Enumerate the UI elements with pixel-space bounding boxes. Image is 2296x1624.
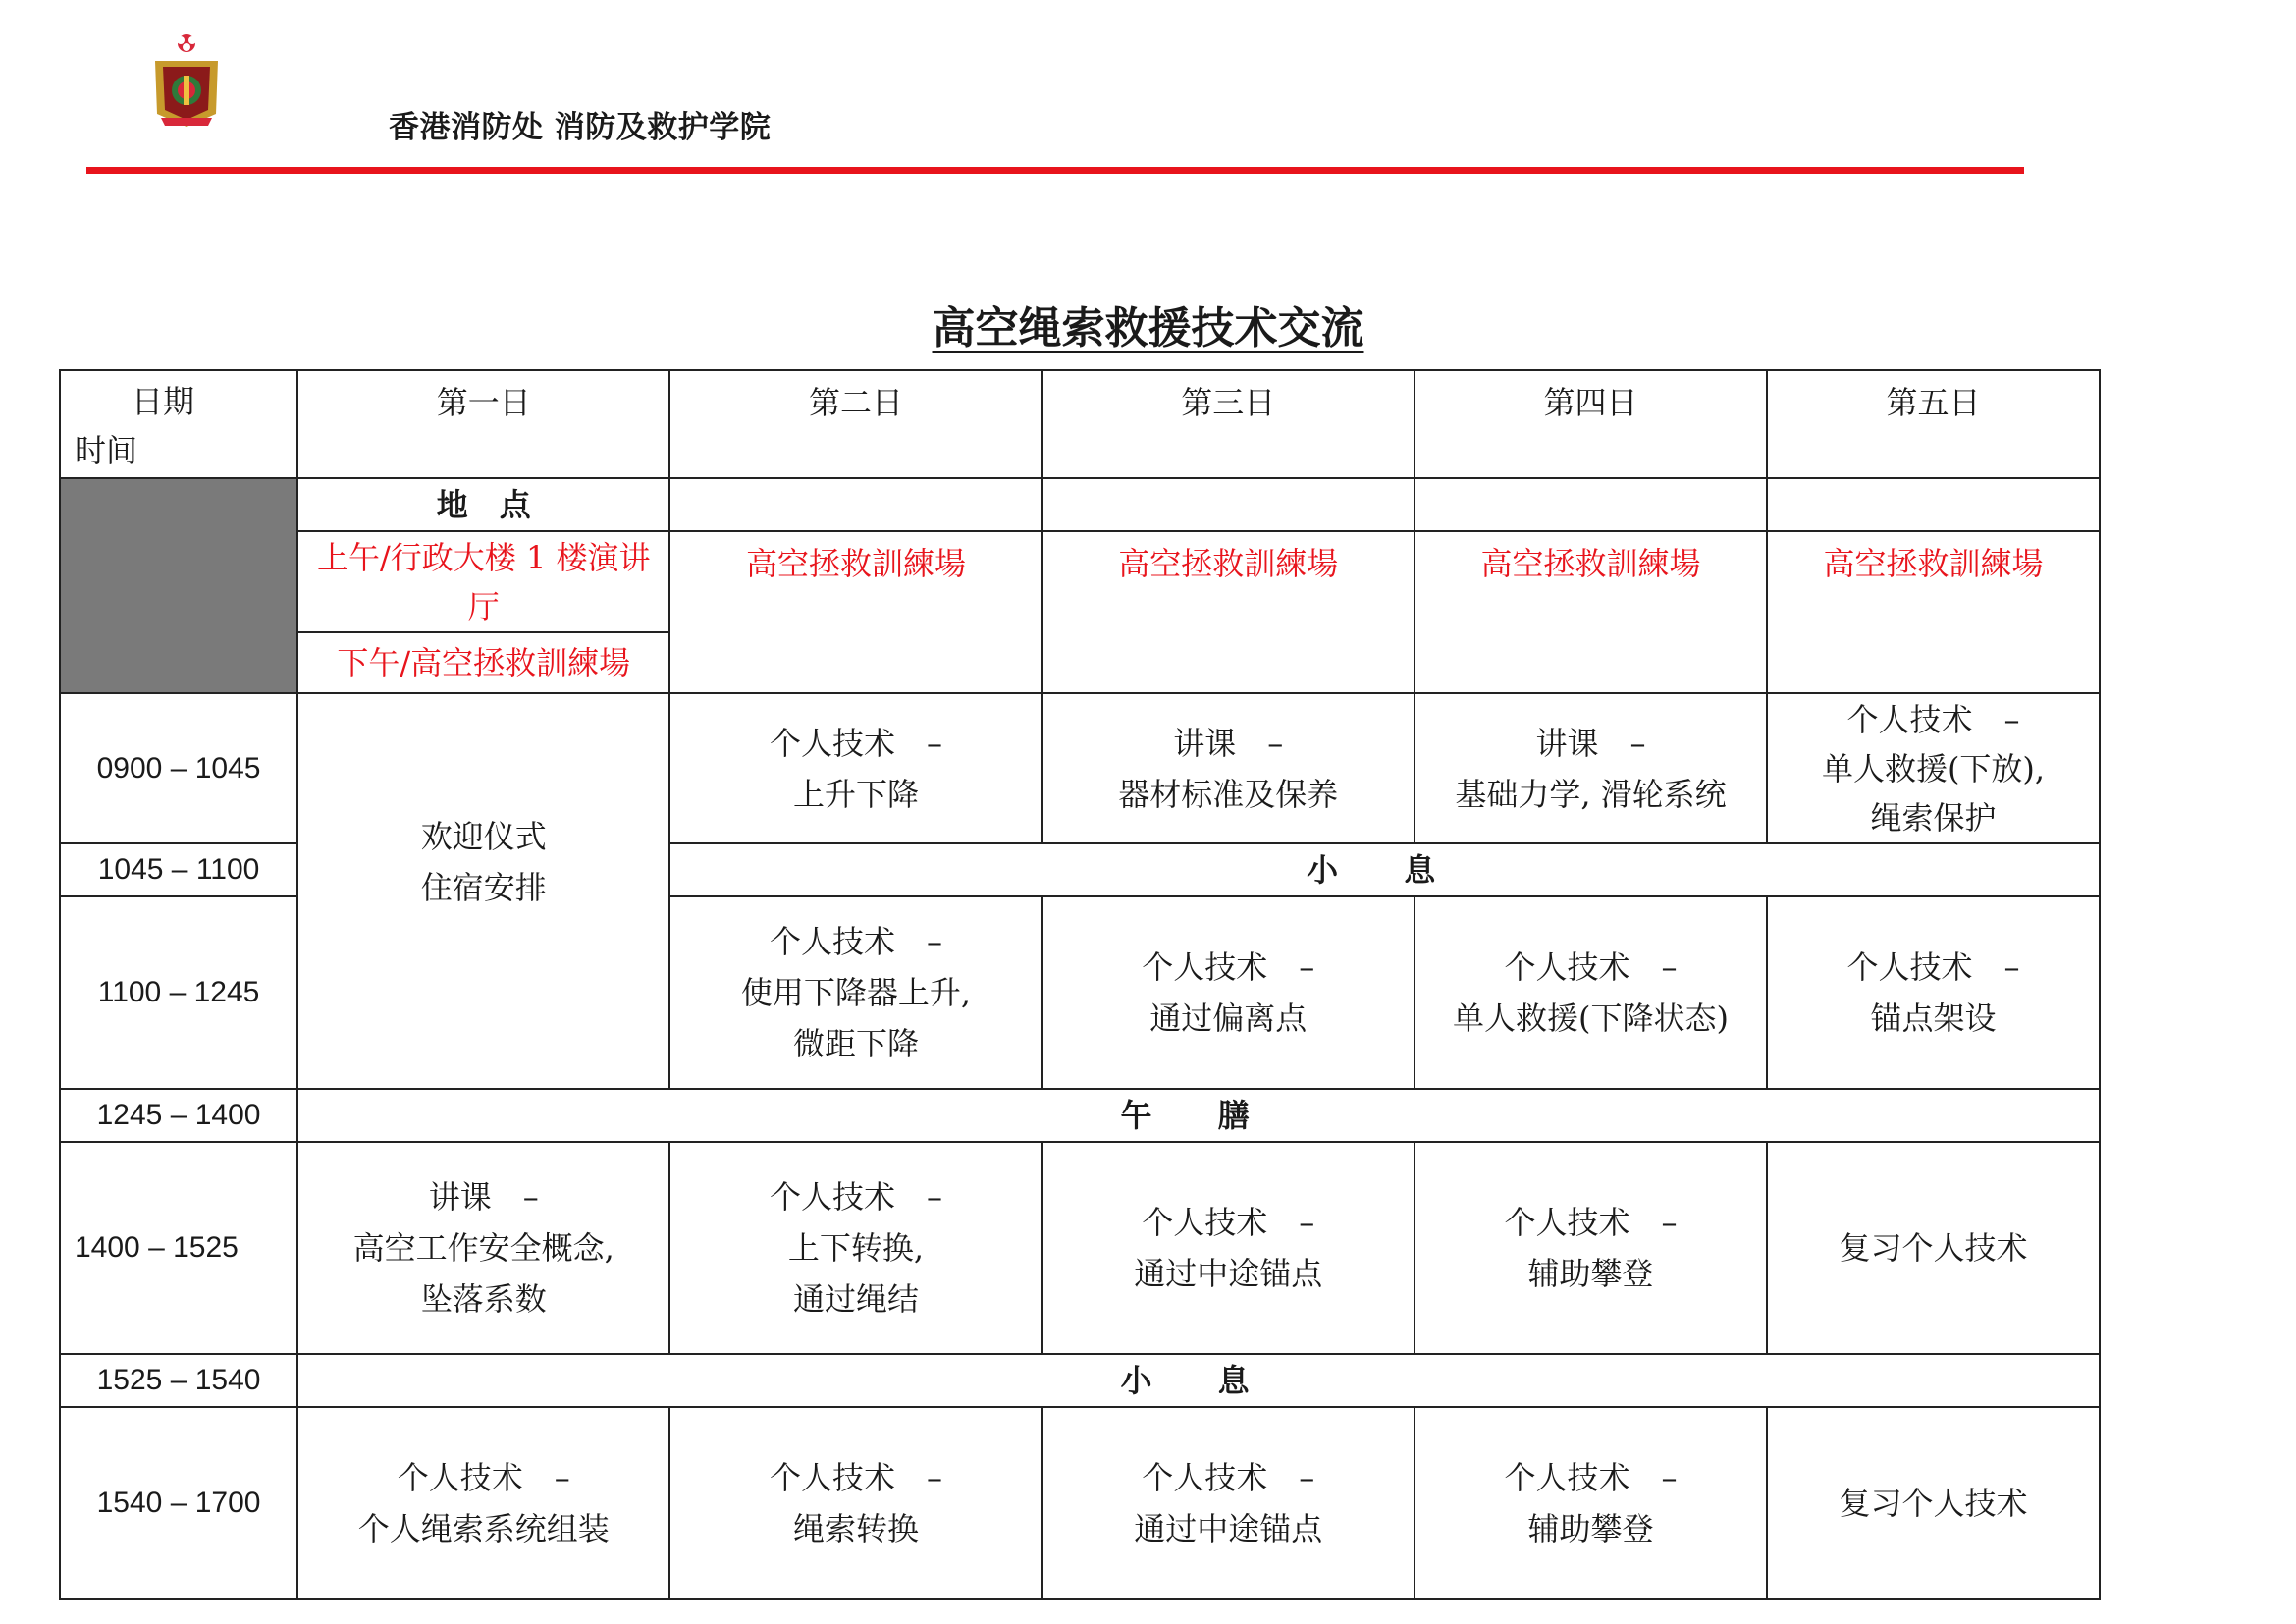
session-line: 微距下降 — [793, 1025, 920, 1062]
header-divider — [86, 167, 2024, 174]
day-header: 第一日 — [297, 370, 669, 478]
session-line: 使用下降器上升, — [740, 974, 972, 1011]
table-row — [60, 693, 2100, 843]
session-line: 坠落系数 — [420, 1280, 547, 1318]
time-slot: 1045 – 1100 — [60, 843, 297, 896]
corner-cell — [60, 370, 297, 478]
session-line: 通过中途锚点 — [1134, 1255, 1323, 1292]
session-line: 基础力学, 滑轮系统 — [1455, 775, 1727, 813]
session-line: 通过偏离点 — [1149, 1000, 1308, 1037]
location-gray-cell — [60, 478, 297, 693]
session-line: 复习个人技术 — [1839, 1229, 2028, 1267]
session-line: 个人技术 – — [770, 1459, 943, 1496]
session-cell — [669, 1407, 1041, 1599]
location-label-row — [60, 478, 2100, 531]
time-slot: 1100 – 1245 — [60, 896, 297, 1089]
location-row — [60, 531, 2100, 632]
session-cell — [669, 1142, 1041, 1354]
session-line: 个人技术 – — [1504, 948, 1678, 986]
session-cell — [669, 693, 1041, 843]
table-row — [60, 1142, 2100, 1354]
session-cell — [1415, 1407, 1767, 1599]
session-line: 上下转换, — [787, 1229, 925, 1267]
session-line: 上升下降 — [793, 775, 920, 813]
session-cell — [297, 1142, 669, 1354]
day-header: 第三日 — [1042, 370, 1415, 478]
session-cell — [1415, 693, 1767, 843]
session-line: 单人救援(下降状态) — [1453, 1000, 1729, 1037]
session-cell — [1415, 896, 1767, 1089]
session-line: 绳索转换 — [793, 1510, 920, 1547]
session-line: 辅助攀登 — [1527, 1255, 1654, 1292]
empty-cell — [1415, 478, 1767, 531]
empty-cell — [1767, 478, 2100, 531]
session-line: 个人绳索系统组装 — [357, 1510, 610, 1547]
day-header: 第五日 — [1767, 370, 2100, 478]
session-line: 个人技术 – — [1142, 1459, 1315, 1496]
session-line: 辅助攀登 — [1527, 1510, 1654, 1547]
location-day1-am: 上午/行政大楼 1 楼演讲厅 — [297, 531, 669, 632]
location-day2: 高空拯救訓練場 — [669, 531, 1041, 693]
session-line: 复习个人技术 — [1839, 1485, 2028, 1522]
location-day1-pm: 下午/高空拯救訓練場 — [297, 632, 669, 693]
session-line: 个人技术 – — [1504, 1459, 1678, 1496]
session-line: 单人救援(下放), — [1821, 749, 2046, 787]
break-label: 小 息 — [297, 1354, 2100, 1407]
location-day3: 高空拯救訓練場 — [1042, 531, 1415, 693]
session-line: 个人技术 – — [770, 923, 943, 960]
fire-services-emblem-icon — [147, 31, 226, 130]
time-slot: 1245 – 1400 — [60, 1089, 297, 1142]
day-header: 第四日 — [1415, 370, 1767, 478]
location-day5: 高空拯救訓練場 — [1767, 531, 2100, 693]
session-line: 个人技术 – — [1846, 700, 2020, 738]
session-cell — [1042, 1142, 1415, 1354]
session-line: 个人技术 – — [1504, 1204, 1678, 1241]
session-line: 绳索保护 — [1870, 798, 1997, 837]
session-line: 个人技术 – — [397, 1459, 570, 1496]
session-line: 讲课 – — [1173, 724, 1284, 762]
session-line: 个人技术 – — [770, 1178, 943, 1216]
table-header-row — [60, 370, 2100, 478]
document-title-text: 高空绳索救援技术交流 — [932, 303, 1364, 353]
session-line: 讲课 – — [428, 1178, 539, 1216]
time-slot: 1540 – 1700 — [60, 1407, 297, 1599]
session-line: 讲课 – — [1535, 724, 1646, 762]
session-cell — [1042, 896, 1415, 1089]
session-line: 锚点架设 — [1870, 1000, 1997, 1037]
accommodation: 住宿安排 — [420, 868, 547, 906]
session-cell — [1042, 1407, 1415, 1599]
session-cell — [1767, 693, 2100, 843]
organization-name: 香港消防处 消防及救护学院 — [389, 110, 772, 145]
location-day4: 高空拯救訓練場 — [1415, 531, 1767, 693]
session-cell — [1767, 896, 2100, 1089]
session-cell — [1767, 1142, 2100, 1354]
session-cell — [1767, 1407, 2100, 1599]
schedule-table — [59, 369, 2101, 1600]
table-row — [60, 1354, 2100, 1407]
time-slot: 1400 – 1525 — [60, 1142, 297, 1354]
location-label: 地 点 — [297, 478, 669, 531]
time-slot: 0900 – 1045 — [60, 693, 297, 843]
day1-morning-cell — [297, 693, 669, 1089]
table-row — [60, 1407, 2100, 1599]
session-cell — [1415, 1142, 1767, 1354]
session-cell — [297, 1407, 669, 1599]
document-title — [0, 293, 2296, 355]
session-cell — [1042, 693, 1415, 843]
date-label: 日期 — [132, 383, 195, 420]
welcome-ceremony: 欢迎仪式 — [420, 817, 547, 855]
break-label: 小 息 — [669, 843, 2100, 896]
session-line: 器材标准及保养 — [1118, 775, 1339, 813]
session-line: 个人技术 – — [1846, 948, 2020, 986]
session-line: 通过中途锚点 — [1134, 1510, 1323, 1547]
session-line: 高空工作安全概念, — [352, 1229, 614, 1267]
day-header: 第二日 — [669, 370, 1041, 478]
time-slot: 1525 – 1540 — [60, 1354, 297, 1407]
empty-cell — [1042, 478, 1415, 531]
time-label: 时间 — [75, 432, 138, 469]
session-line: 个人技术 – — [770, 724, 943, 762]
session-line: 通过绳结 — [793, 1280, 920, 1318]
lunch-label: 午 膳 — [297, 1089, 2100, 1142]
table-row — [60, 1089, 2100, 1142]
session-line: 个人技术 – — [1142, 948, 1315, 986]
session-cell — [669, 896, 1041, 1089]
session-line: 个人技术 – — [1142, 1204, 1315, 1241]
empty-cell — [669, 478, 1041, 531]
